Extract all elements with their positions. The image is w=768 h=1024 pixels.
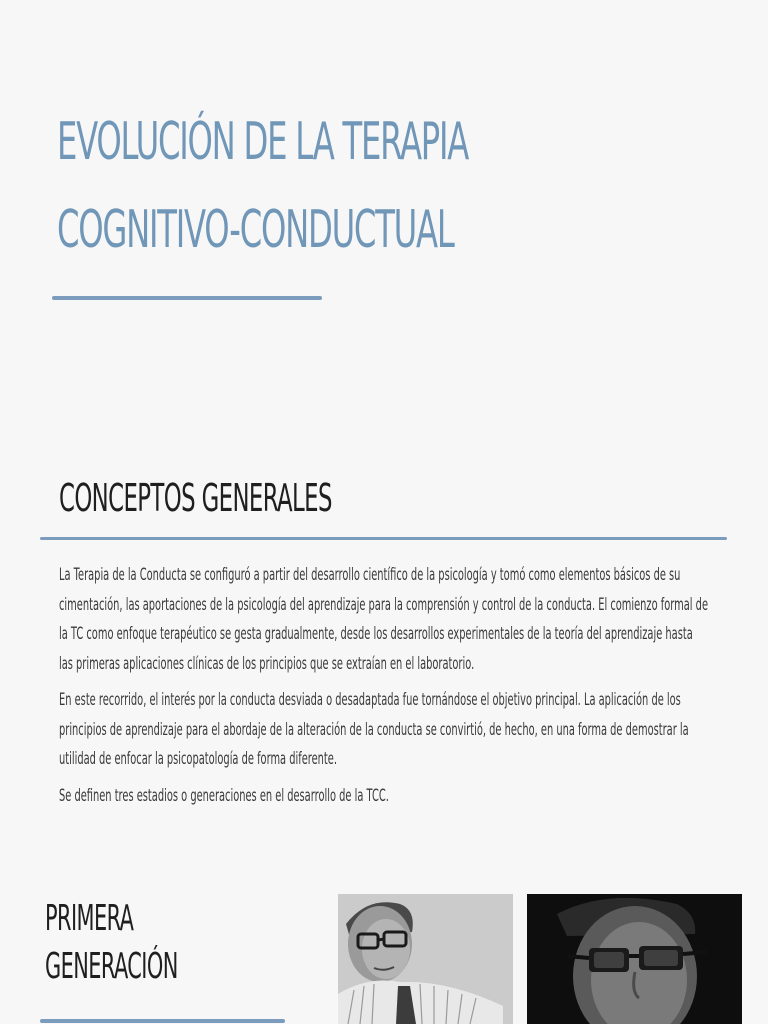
title-line-2: COGNITIVO-CONDUCTUAL xyxy=(57,200,454,260)
paragraph-3: Se definen tres estadios o generaciones en el desarrollo de la TCC. xyxy=(59,785,389,806)
portrait-2-drawing xyxy=(527,894,742,1024)
document-title xyxy=(57,98,479,274)
portrait-photo-1 xyxy=(338,894,513,1024)
title-underline xyxy=(52,296,322,300)
primera-underline xyxy=(40,1019,285,1023)
paragraph-1: La Terapia de la Conducta se configuró a partir del desarrollo científico de la psicología y tomó como elementos básicos de su cimentación, las aportaciones de la psicología del aprendizaje para la comprensión y control de la conducta. El comienzo formal de la TC como enfoque terapéutico se gesta gradualmente, desde los desarrollos experimentales de la teoría del aprendizaje hasta las primeras aplicaciones clínicas de los principios que se extraían en el laboratorio. xyxy=(59,565,709,674)
primera-generacion-heading xyxy=(45,895,178,991)
portrait-1-drawing xyxy=(338,894,513,1024)
title-line-1: EVOLUCIÓN DE LA TERAPIA xyxy=(57,112,469,172)
primera-line-2: GENERACIÓN xyxy=(45,946,178,987)
portrait-photo-2 xyxy=(527,894,742,1024)
paragraph-2: En este recorrido, el interés por la conducta desviada o desadaptada fue tornándose el objetivo principal. La aplicación de los principios de aprendizaje para el abordaje de la alteración de la conducta se convirtió, de hecho, en una forma de demostrar la utilidad de enfocar la psicopatología de forma diferente. xyxy=(59,690,689,769)
section-underline xyxy=(40,537,727,540)
section-body xyxy=(59,561,709,818)
primera-line-1: PRIMERA xyxy=(45,898,134,939)
section-heading: CONCEPTOS GENERALES xyxy=(59,476,332,520)
